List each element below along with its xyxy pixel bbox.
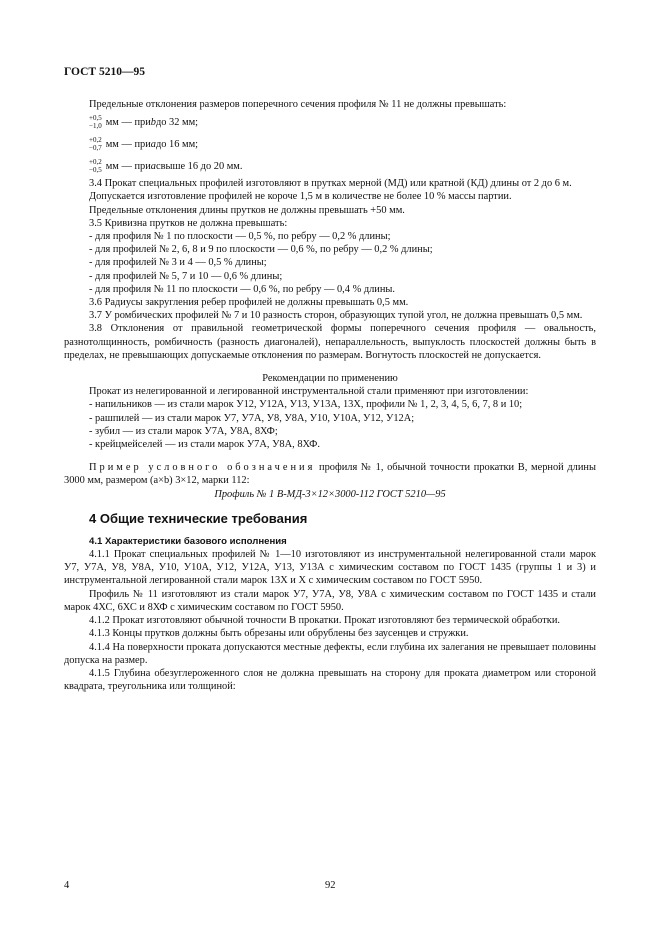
designation-example-text: профиля № 1, обычной точности прокатки В, мерной длины 3000 мм, размером (a×b) 3×12, марки 112: bbox=[64, 462, 596, 487]
paragraph-3-8: 3.8 Отклонения от правильной геометрической формы поперечного сечения профиля — овальность, разнотолщинность, ромбичность (разность диагоналей), непараллельность, выпуклость плоскостей должны быть в пределах, не превышающих допускаемые отклонения по размерам. Вогнутость плоскостей не допускается. bbox=[64, 323, 596, 361]
paragraph-4-1-2: 4.1.2 Прокат изготовляют обычной точности В прокатки. Прокат изготовляют без термической обработки. bbox=[89, 615, 560, 627]
paragraph-3-7: 3.7 У ромбических профилей № 7 и 10 разность сторон, образующих тупой угол, не должна превышать 0,5 мм. bbox=[89, 310, 583, 322]
standard-header: ГОСТ 5210—95 bbox=[64, 66, 145, 78]
section-4-heading: 4 Общие технические требования bbox=[89, 510, 308, 526]
page-number-left: 4 bbox=[64, 880, 70, 891]
page-content bbox=[64, 98, 596, 693]
paragraph-tolerances-intro: Предельные отклонения размеров поперечного сечения профиля № 11 не должны превышать: bbox=[89, 99, 507, 110]
paragraph-3-6: 3.6 Радиусы закругления ребер профилей не должны превышать 0,5 мм. bbox=[89, 297, 409, 309]
recommendation-item: - зубил — из стали марок У7А, У8А, 8ХФ; bbox=[89, 425, 278, 437]
paragraph-4-1-1: 4.1.1 Прокат специальных профилей № 1—10 изготовляют из инструментальной нелегированной стали марок У7, У7А, У8, У8А, У10, У10А, У12, У12А, У13, У13А с химическим составом по ГОСТ 1435 (группы 1 и 3) и инструментальной легированной стали марок 13Х и Х с химическим составом по ГОСТ 5950. bbox=[64, 549, 596, 587]
paragraph-3-5: 3.5 Кривизна прутков не должна превышать: bbox=[89, 217, 288, 229]
recommendations-intro: Прокат из нелегированной и легированной инструментальной стали применяют при изготовлении: bbox=[89, 386, 529, 398]
curvature-item: - для профилей № 3 и 4 — 0,5 % длины; bbox=[89, 257, 267, 269]
designation-example bbox=[64, 461, 596, 487]
recommendation-item: - рашпилей — из стали марок У7, У7А, У8, У8А, У10, У10А, У12, У12А; bbox=[89, 412, 415, 424]
curvature-item: - для профилей № 2, 6, 8 и 9 по плоскости — 0,6 %, по ребру — 0,2 % длины; bbox=[89, 244, 433, 256]
paragraph-4-1-4: 4.1.4 На поверхности проката допускаются местные дефекты, если глубина их залегания не превышает половины допуска на размер. bbox=[64, 641, 596, 666]
designation-example-label: Пример условного обозначения bbox=[89, 462, 316, 474]
curvature-item: - для профиля № 11 по плоскости — 0,6 %, по ребру — 0,4 % длины. bbox=[89, 283, 396, 295]
page-number-center: 92 bbox=[325, 880, 336, 891]
tolerance-fraction: +0,5 −1,0 bbox=[89, 114, 102, 131]
tolerance-fraction: +0,2 −0,5 bbox=[89, 158, 102, 175]
paragraph-3-4-b: Допускается изготовление профилей не короче 1,5 м в количестве не более 10 % массы партии. bbox=[89, 191, 512, 203]
tolerance-line-3: +0,2 −0,5 мм — при a свыше 16 до 20 мм. bbox=[89, 158, 243, 175]
recommendation-item: - крейцмейселей — из стали марок У7А, У8А, 8ХФ. bbox=[89, 439, 320, 451]
recommendation-item: - напильников — из стали марок У12, У12А, У13, У13А, 13Х, профили № 1, 2, 3, 4, 5, 6, 7, 8 и 10; bbox=[89, 399, 523, 411]
paragraph-4-1-5: 4.1.5 Глубина обезуглероженного слоя не должна превышать на сторону для проката диаметром или стороной квадрата, треугольника или толщиной: bbox=[64, 667, 596, 693]
section-4-1-heading: 4.1 Характеристики базового исполнения bbox=[89, 535, 287, 547]
tolerance-line-1: +0,5 −1,0 мм — при b до 32 мм; bbox=[89, 114, 199, 131]
recommendations-title: Рекомендации по применению bbox=[262, 373, 398, 385]
paragraph-3-4: 3.4 Прокат специальных профилей изготовляют в прутках мерной (МД) или кратной (КД) длины от 2 до 6 м. bbox=[89, 178, 572, 190]
paragraph-3-4-c: Предельные отклонения длины прутков не должны превышать +50 мм. bbox=[89, 204, 405, 216]
tolerance-line-2: +0,2 −0,7 мм — при a до 16 мм; bbox=[89, 136, 199, 153]
curvature-item: - для профилей № 5, 7 и 10 — 0,6 % длины; bbox=[89, 270, 283, 282]
designation-formula: Профиль № 1 В-МД-3×12×3000-112 ГОСТ 5210—95 bbox=[214, 488, 446, 500]
tolerance-fraction: +0,2 −0,7 bbox=[89, 136, 102, 153]
curvature-item: - для профиля № 1 по плоскости — 0,5 %, по ребру — 0,2 % длины; bbox=[89, 231, 391, 243]
paragraph-4-1-1-b: Профиль № 11 изготовляют из стали марок У7, У7А, У8, У8А с химическим составом по ГОСТ 1435 и стали марок 4ХС, 6ХС и 8ХФ с химическим составом по ГОСТ 5950. bbox=[64, 588, 596, 613]
paragraph-4-1-3: 4.1.3 Концы прутков должны быть обрезаны или обрублены без заусенцев и стружки. bbox=[89, 628, 469, 640]
